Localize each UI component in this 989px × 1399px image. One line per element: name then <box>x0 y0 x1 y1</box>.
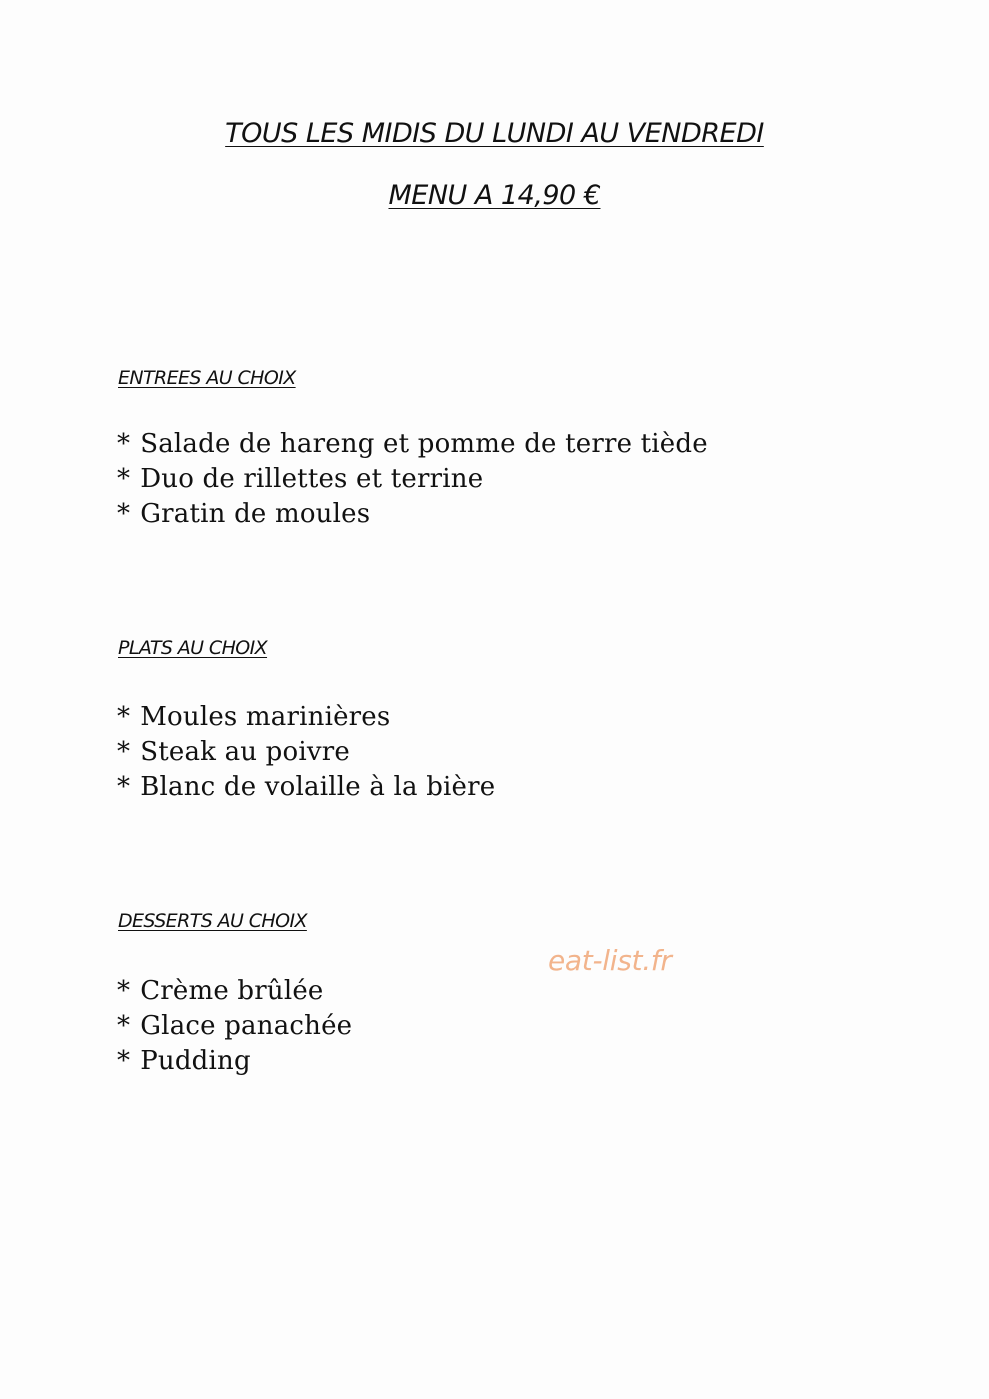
section-heading-plats: PLATS AU CHOIX <box>118 637 268 659</box>
bullet: * <box>117 499 131 529</box>
bullet: * <box>117 772 131 802</box>
list-item <box>117 700 495 735</box>
bullet: * <box>117 1046 131 1076</box>
list-item <box>117 462 708 497</box>
section-heading-entrees: ENTREES AU CHOIX <box>118 367 296 389</box>
bullet: * <box>117 429 131 459</box>
list-item <box>117 427 708 462</box>
menu-item-text: Blanc de volaille à la bière <box>140 772 496 802</box>
desserts-list <box>117 974 352 1079</box>
menu-item-text: Crème brûlée <box>140 976 324 1006</box>
entrees-list <box>117 427 708 532</box>
bullet: * <box>117 1011 131 1041</box>
list-item <box>117 770 495 805</box>
list-item <box>117 497 708 532</box>
bullet: * <box>117 464 131 494</box>
list-item <box>117 1044 352 1079</box>
bullet: * <box>117 976 131 1006</box>
menu-item-text: Moules marinières <box>140 702 391 732</box>
section-heading-desserts: DESSERTS AU CHOIX <box>118 910 307 932</box>
bullet: * <box>117 737 131 767</box>
menu-item-text: Pudding <box>140 1046 251 1076</box>
bullet: * <box>117 702 131 732</box>
list-item <box>117 735 495 770</box>
menu-item-text: Gratin de moules <box>140 499 371 529</box>
menu-title-price: MENU A 14,90 € <box>388 180 601 211</box>
list-item <box>117 1009 352 1044</box>
menu-title-days: TOUS LES MIDIS DU LUNDI AU VENDREDI <box>225 118 764 149</box>
menu-item-text: Glace panachée <box>140 1011 353 1041</box>
menu-item-text: Salade de hareng et pomme de terre tiède <box>140 429 708 459</box>
menu-item-text: Duo de rillettes et terrine <box>140 464 484 494</box>
menu-item-text: Steak au poivre <box>140 737 350 767</box>
plats-list <box>117 700 495 805</box>
list-item <box>117 974 352 1009</box>
watermark-text: eat-list.fr <box>548 944 672 977</box>
